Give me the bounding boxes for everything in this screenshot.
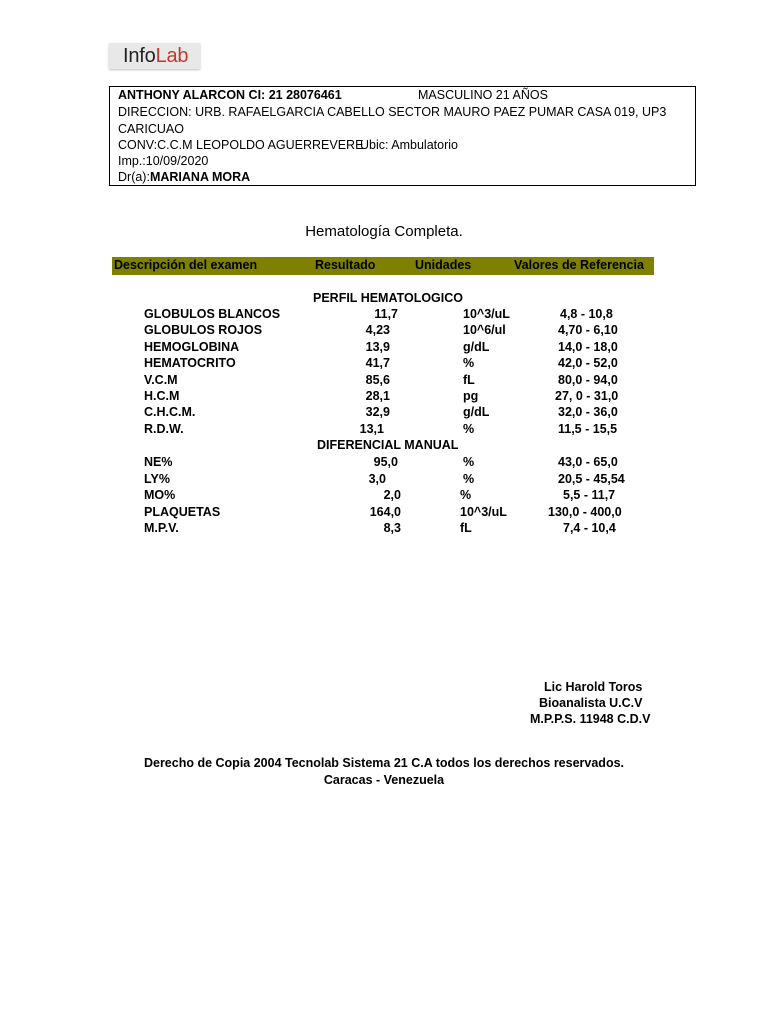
table-row <box>0 340 768 356</box>
exam-unit: 10^3/uL <box>463 307 510 321</box>
exam-name: HEMATOCRITO <box>144 356 236 371</box>
footer-location: Caracas - Venezuela <box>323 773 445 787</box>
exam-unit: % <box>463 455 475 469</box>
patient-address-line2: CARICUAO <box>118 122 184 136</box>
exam-result: 95,0 <box>373 455 398 469</box>
table-row <box>0 307 768 323</box>
exam-unit: % <box>463 356 475 371</box>
exam-result: 41,7 <box>365 356 390 371</box>
exam-reference: 80,0 - 94,0 <box>558 372 618 387</box>
header-reference: Valores de Referencia <box>514 258 644 272</box>
table-row <box>0 488 768 504</box>
exam-result: 3,0 <box>368 471 386 486</box>
logo-text-lab: Lab <box>155 44 189 67</box>
exam-unit: pg <box>463 389 479 403</box>
exam-name: HEMOGLOBINA <box>144 339 240 354</box>
patient-doctor <box>118 169 250 185</box>
header-units: Unidades <box>415 258 472 272</box>
exam-result: 28,1 <box>365 389 390 403</box>
exam-reference: 5,5 - 11,7 <box>563 488 616 503</box>
exam-reference: 11,5 - 15,5 <box>558 421 618 436</box>
patient-info-box <box>109 86 696 186</box>
exam-name: MO% <box>144 488 176 503</box>
exam-reference: 27, 0 - 31,0 <box>555 389 619 403</box>
exam-name: V.C.M <box>144 372 178 387</box>
exam-unit: 10^3/uL <box>460 504 507 519</box>
table-row <box>0 472 768 488</box>
exam-reference: 20,5 - 45,54 <box>558 471 625 486</box>
exam-unit: fL <box>460 521 472 536</box>
section-diferencial-manual: DIFERENCIAL MANUAL <box>317 438 459 452</box>
patient-name-ci: ANTHONY ALARCON CI: 21 28076461 <box>118 88 342 102</box>
exam-unit: g/dL <box>463 405 490 420</box>
exam-result: 164,0 <box>369 504 401 519</box>
page-title-text: Hematología Completa. <box>305 223 463 240</box>
exam-unit: 10^6/ul <box>463 323 506 338</box>
exam-result: 2,0 <box>383 488 401 503</box>
exam-reference: 130,0 - 400,0 <box>548 504 622 519</box>
footer-copyright: Derecho de Copia 2004 Tecnolab Sistema 21 C.A todos los derechos reservados. <box>143 756 625 770</box>
exam-unit: % <box>460 488 472 503</box>
signature-title: Bioanalista U.C.V <box>539 696 643 710</box>
logo-text-info: Info <box>123 44 156 67</box>
exam-reference: 32,0 - 36,0 <box>558 405 618 420</box>
exam-result: 32,9 <box>365 405 390 420</box>
table-row <box>0 356 768 372</box>
table-row <box>0 405 768 421</box>
table-row <box>0 455 768 471</box>
exam-result: 13,1 <box>359 421 384 436</box>
exam-unit: % <box>463 421 475 436</box>
exam-reference: 4,70 - 6,10 <box>558 323 618 338</box>
section-perfil-hematologico: PERFIL HEMATOLOGICO <box>313 291 464 305</box>
exam-name: GLOBULOS ROJOS <box>144 323 263 338</box>
table-row <box>0 422 768 438</box>
exam-unit: % <box>463 471 475 486</box>
exam-name: NE% <box>144 455 173 469</box>
header-description: Descripción del examen <box>114 258 258 272</box>
exam-result: 13,9 <box>365 339 390 354</box>
doctor-label: Dr(a): <box>118 170 150 184</box>
table-row <box>0 505 768 521</box>
patient-conv: CONV:C.C.M LEOPOLDO AGUERREVERE <box>118 138 364 152</box>
exam-name: H.C.M <box>144 389 180 403</box>
exam-reference: 7,4 - 10,4 <box>563 521 616 536</box>
exam-reference: 14,0 - 18,0 <box>558 339 618 354</box>
table-row <box>0 521 768 537</box>
exam-unit: fL <box>463 372 475 387</box>
exam-result: 85,6 <box>365 372 390 387</box>
exam-name: LY% <box>144 471 170 486</box>
exam-result: 4,23 <box>365 323 390 338</box>
exam-result: 11,7 <box>374 307 398 321</box>
patient-address-line1: DIRECCION: URB. RAFAELGARCIA CABELLO SECTOR MAURO PAEZ PUMAR CASA 019, UP3 <box>118 105 667 119</box>
signature-license: M.P.P.S. 11948 C.D.V <box>530 712 651 726</box>
doctor-name: MARIANA MORA <box>149 170 251 184</box>
signature-name: Lic Harold Toros <box>544 680 643 694</box>
exam-reference: 4,8 - 10,8 <box>560 307 613 321</box>
infolab-logo <box>109 43 200 69</box>
table-header-bar <box>112 257 654 275</box>
table-row <box>0 373 768 389</box>
header-result: Resultado <box>315 258 376 272</box>
exam-name: C.H.C.M. <box>144 405 196 420</box>
table-row <box>0 389 768 405</box>
table-row <box>0 323 768 339</box>
exam-unit: g/dL <box>463 339 490 354</box>
page-title <box>0 223 768 240</box>
exam-name: M.P.V. <box>144 521 179 536</box>
patient-imp-date: Imp.:10/09/2020 <box>118 154 209 168</box>
patient-ubic: Ubic: Ambulatorio <box>360 138 458 152</box>
exam-reference: 43,0 - 65,0 <box>558 455 618 469</box>
exam-name: R.D.W. <box>144 421 184 436</box>
patient-sex-age: MASCULINO 21 AÑOS <box>418 88 548 102</box>
exam-reference: 42,0 - 52,0 <box>558 356 618 371</box>
exam-name: GLOBULOS BLANCOS <box>144 307 281 321</box>
exam-name: PLAQUETAS <box>144 504 221 519</box>
exam-result: 8,3 <box>383 521 401 536</box>
